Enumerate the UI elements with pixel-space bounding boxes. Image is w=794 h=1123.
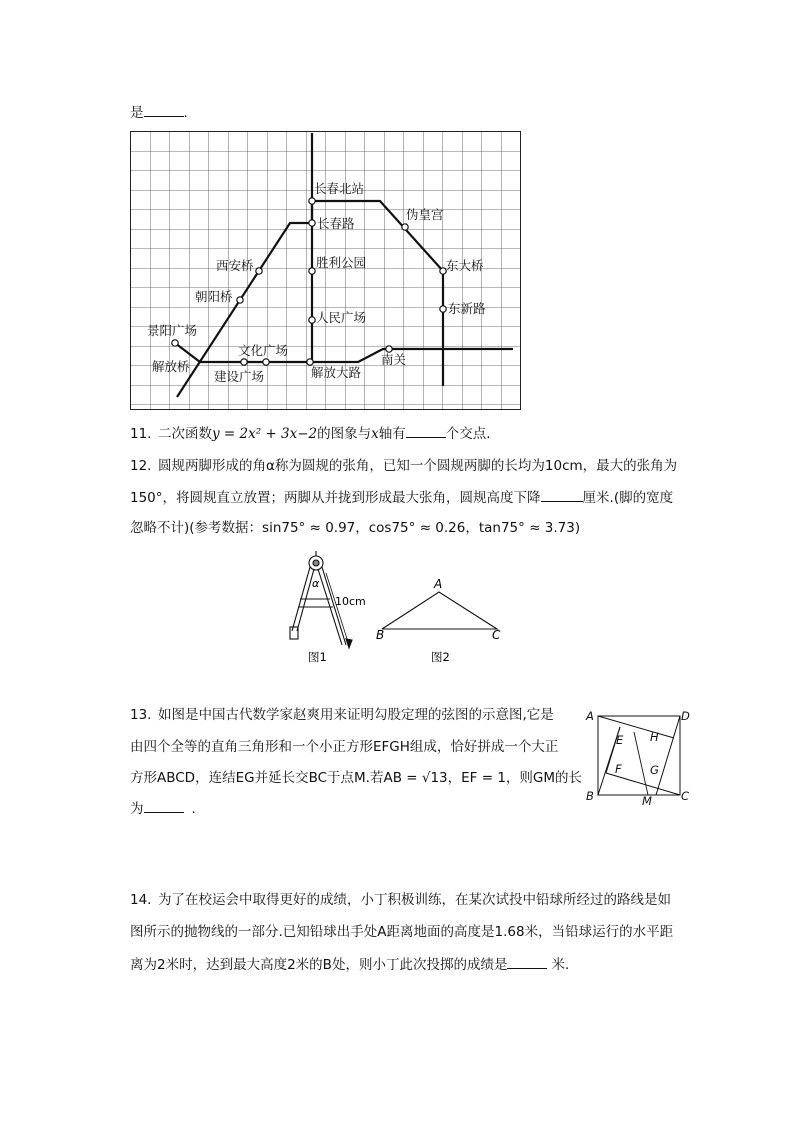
station-label: 文化广场 xyxy=(238,343,289,358)
q13-text: 方形ABCD，连结EG并延长交BC于点M.若AB = √13，EF = 1，则GM的长 xyxy=(130,770,583,786)
station-label: 人民广场 xyxy=(316,310,367,325)
station-dot xyxy=(309,220,315,226)
compass-angle-label: α xyxy=(312,577,320,590)
question-13-line1 xyxy=(130,705,554,725)
figure-caption: 图1 xyxy=(308,650,327,664)
point-d-label: D xyxy=(681,709,690,723)
q14-text: 米. xyxy=(551,957,570,973)
station-label: 胜利公园 xyxy=(316,255,367,270)
question-14-line2 xyxy=(130,922,673,942)
answer-blank xyxy=(541,488,583,502)
vertex-b-label: B xyxy=(376,628,385,642)
q13-text: . xyxy=(191,801,196,817)
compass-length-label: 10cm xyxy=(335,595,366,608)
q13-text: 如图是中国古代数学家赵爽用来证明勾股定理的弦图的示意图,它是 xyxy=(158,707,554,723)
question-number: 12. xyxy=(130,458,152,474)
station-label: 西安桥 xyxy=(216,258,254,273)
question-13-line3 xyxy=(130,768,582,788)
station-label: 景阳广场 xyxy=(147,323,198,338)
station-dot xyxy=(256,268,262,274)
question-12-line3 xyxy=(130,518,580,538)
q12-text: 圆规两脚形成的角α称为圆规的张角，已知一个圆规两脚的长均为10cm，最大的张角为 xyxy=(158,458,678,474)
station-label: 长春北站 xyxy=(314,181,365,196)
question-number: 13. xyxy=(130,707,152,723)
station-dot xyxy=(309,317,315,323)
q14-text: 为了在校运会中取得更好的成绩，小丁积极训练，在某次试投中铅球所经过的路线是如 xyxy=(158,892,671,908)
station-label: 朝阳桥 xyxy=(195,289,233,304)
question-12-line2 xyxy=(130,488,673,508)
vertex-c-label: C xyxy=(492,628,501,642)
q11-text: 的图象与 xyxy=(317,426,372,442)
q13-text: 为 xyxy=(130,801,144,817)
compass-figures xyxy=(280,545,520,670)
intro-text: 是 xyxy=(130,105,144,121)
question-13-line4 xyxy=(130,799,196,819)
station-dot xyxy=(263,359,269,365)
q11-var: x xyxy=(371,426,379,442)
intro-line xyxy=(130,103,188,123)
station-label: 伪皇宫 xyxy=(406,207,444,222)
answer-blank xyxy=(507,955,547,969)
point-a-label: A xyxy=(586,709,594,723)
q11-formula: y = 2x² + 3x−2 xyxy=(212,426,318,442)
answer-blank xyxy=(144,103,184,117)
point-h-label: H xyxy=(650,730,659,744)
point-f-label: F xyxy=(615,762,622,776)
station-label: 南关 xyxy=(381,352,407,367)
station-dot xyxy=(402,224,408,230)
q13-text: 由四个全等的直角三角形和一个小正方形EFGH组成，恰好拼成一个大正 xyxy=(130,739,559,755)
q11-text: 个交点. xyxy=(445,426,491,442)
question-number: 14. xyxy=(130,892,152,908)
q11-text: 轴有 xyxy=(378,426,406,442)
station-dot xyxy=(172,340,178,346)
question-13-line2 xyxy=(130,737,558,757)
q12-text: 厘米.(脚的宽度 xyxy=(582,490,674,506)
vertex-a-label: A xyxy=(434,577,443,591)
q14-text: 离为2米时，达到最大高度2米的B处，则小丁此次投掷的成绩是 xyxy=(130,957,508,973)
station-dot xyxy=(309,198,315,204)
question-14-line3 xyxy=(130,955,569,975)
intro-tail: . xyxy=(183,105,188,121)
station-dot xyxy=(237,297,243,303)
station-label: 东大桥 xyxy=(446,258,484,273)
point-c-label: C xyxy=(681,789,690,803)
station-label: 解放桥 xyxy=(152,359,190,374)
station-label: 长春路 xyxy=(317,216,355,231)
transit-map xyxy=(125,125,525,415)
point-b-label: B xyxy=(586,789,594,803)
answer-blank xyxy=(144,799,184,813)
point-g-label: G xyxy=(650,763,659,777)
station-dot xyxy=(440,306,446,312)
station-label: 东新路 xyxy=(448,301,486,316)
question-number: 11. xyxy=(130,426,152,442)
question-11 xyxy=(130,424,491,444)
triangle-abc xyxy=(382,592,497,629)
station-label: 解放大路 xyxy=(311,365,362,380)
point-m-label: M xyxy=(642,794,652,808)
question-12-line1 xyxy=(130,456,677,476)
q12-text: 忽略不计)(参考数据：sin75° ≈ 0.97，cos75° ≈ 0.26，tan75° ≈ 3.73) xyxy=(130,520,581,536)
q14-text: 图所示的抛物线的一部分.已知铅球出手处A距离地面的高度是1.68米，当铅球运行的水平距 xyxy=(130,924,674,940)
station-dot xyxy=(309,268,315,274)
question-14-line1 xyxy=(130,890,671,910)
chord-diagram xyxy=(584,705,694,810)
figure-caption: 图2 xyxy=(431,650,450,664)
q11-text: 二次函数 xyxy=(158,426,212,442)
point-e-label: E xyxy=(616,733,624,747)
answer-blank xyxy=(406,424,446,438)
station-dot xyxy=(241,359,247,365)
q12-text: 150°，将圆规直立放置；两脚从并拢到形成最大张角，圆规高度下降 xyxy=(130,490,541,506)
station-label: 建设广场 xyxy=(214,369,265,384)
